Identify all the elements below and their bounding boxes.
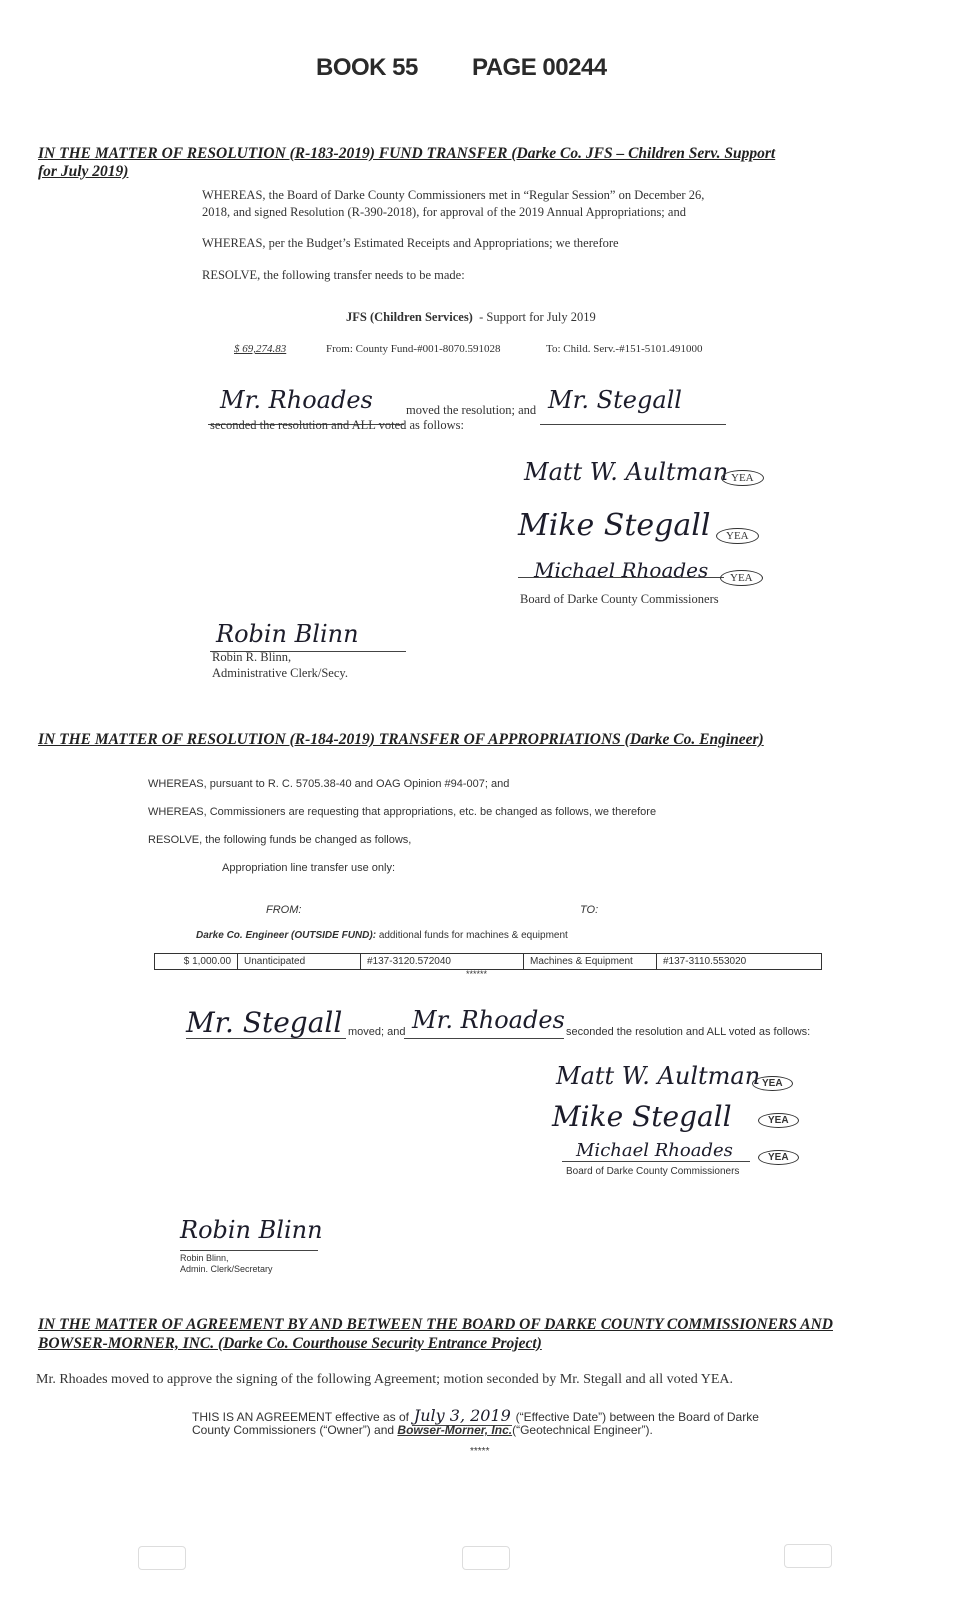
- agreement-engineer-text: (“Geotechnical Engineer”).: [512, 1423, 653, 1437]
- mover-signature-line-2: [186, 1028, 346, 1039]
- from-label: FROM:: [266, 904, 302, 916]
- seconder-signature-2: Mr. Rhoades: [412, 1006, 565, 1034]
- agreement-parties-line: [192, 1423, 653, 1437]
- transfer-from: From: County Fund-#001-8070.591028: [326, 343, 501, 355]
- clerk-signature-2: Robin Blinn: [180, 1216, 323, 1244]
- appropriation-note: Appropriation line transfer use only:: [222, 862, 396, 874]
- board-signature-line-2: [562, 1160, 750, 1162]
- agreement-stars: *****: [470, 1446, 490, 1457]
- yea-vote-4: YEA: [752, 1076, 793, 1091]
- seconded-text-2: seconded the resolution and ALL voted as follows:: [566, 1026, 811, 1038]
- agreement-title-line1: IN THE MATTER OF AGREEMENT BY AND BETWEEN THE BOARD OF DARKE COUNTY COMMISSIONERS AND: [38, 1316, 833, 1333]
- table-row: [155, 954, 822, 970]
- vote-signature-2: Mike Stegall: [518, 508, 711, 543]
- table-cell-source: Unanticipated: [238, 954, 361, 970]
- fund-purpose: additional funds for machines & equipment: [378, 930, 568, 941]
- moved-text-2: moved; and: [348, 1026, 406, 1038]
- jfs-transfer-heading: [346, 310, 596, 325]
- to-label: TO:: [580, 904, 599, 916]
- whereas-commissioners: WHEREAS, Commissioners are requesting that appropriations, etc. be changed as follows, we therefore: [148, 806, 657, 818]
- vote-signature-6: Michael Rhoades: [576, 1140, 733, 1161]
- yea-vote-1: YEA: [721, 470, 764, 486]
- jfs-label: JFS (Children Services): [346, 310, 473, 324]
- table-cell-destination: Machines & Equipment: [524, 954, 657, 970]
- scan-mark-right: [784, 1544, 832, 1568]
- whereas-1a: WHEREAS, the Board of Darke County Commissioners met in “Regular Session” on December 26,: [202, 188, 705, 202]
- scan-mark-center: [462, 1546, 510, 1570]
- agreement-title: [38, 1316, 968, 1353]
- seconded-text: seconded the resolution and ALL voted as follows:: [210, 418, 464, 432]
- resolve-2: RESOLVE, the following funds be changed as follows,: [148, 834, 412, 846]
- table-cell-to-account: #137-3110.553020: [657, 954, 822, 970]
- moved-text: moved the resolution; and: [406, 403, 537, 417]
- transfer-to: To: Child. Serv.-#151-5101.491000: [546, 343, 703, 355]
- page-number: PAGE 00244: [472, 54, 607, 81]
- transfer-table: [154, 953, 822, 970]
- board-label-2: Board of Darke County Commissioners: [566, 1166, 740, 1177]
- scan-mark-left: [138, 1546, 186, 1570]
- clerk-signature-line-2: [180, 1240, 318, 1251]
- fund-name: Darke Co. Engineer (OUTSIDE FUND):: [196, 930, 377, 941]
- agreement-title-line2: BOWSER-MORNER, INC. (Darke Co. Courthouse Security Entrance Project): [38, 1335, 542, 1352]
- separator-stars: ******: [466, 969, 488, 979]
- resolution-183-title: [38, 145, 958, 181]
- transfer-amount: $ 69,274.83: [234, 343, 287, 355]
- mover-signature-2: Mr. Stegall: [186, 1006, 343, 1039]
- yea-vote-3: YEA: [720, 570, 763, 586]
- table-cell-from-account: #137-3120.572040: [361, 954, 524, 970]
- agreement-between-text: (“Effective Date”) between the Board of Darke: [515, 1410, 759, 1424]
- clerk-signature: Robin Blinn: [216, 620, 359, 648]
- agreement-owner-text: County Commissioners (“Owner”) and: [192, 1423, 395, 1437]
- book-number: BOOK 55: [316, 54, 418, 81]
- vote-signature-4: Matt W. Aultman: [556, 1062, 761, 1090]
- mover-signature: Mr. Rhoades: [220, 386, 373, 414]
- clerk-name-2: Robin Blinn,: [180, 1253, 229, 1263]
- clerk-title-2: Admin. Clerk/Secretary: [180, 1264, 273, 1274]
- seconder-signature-line-2: [404, 1028, 564, 1039]
- jfs-support-label: - Support for July 2019: [479, 310, 596, 324]
- effective-date: July 3, 2019: [413, 1406, 511, 1425]
- clerk-name: Robin R. Blinn,: [212, 650, 292, 664]
- resolution-183-title-line1: IN THE MATTER OF RESOLUTION (R-183-2019) FUND TRANSFER (Darke Co. JFS – Children Serv. Support: [38, 145, 776, 162]
- whereas-1b: 2018, and signed Resolution (R-390-2018), for approval of the 2019 Annual Appropriations; and: [202, 205, 686, 219]
- yea-vote-6: YEA: [758, 1150, 799, 1165]
- table-cell-amount: $ 1,000.00: [155, 954, 238, 970]
- seconder-signature: Mr. Stegall: [548, 386, 682, 414]
- vote-signature-1: Matt W. Aultman: [524, 458, 729, 486]
- clerk-title: Administrative Clerk/Secy.: [212, 666, 348, 680]
- agreement-motion: Mr. Rhoades moved to approve the signing of the following Agreement; motion seconded by Mr. Stegall and all voted YEA.: [36, 1372, 734, 1387]
- yea-vote-2: YEA: [716, 528, 759, 544]
- resolution-184-title: IN THE MATTER OF RESOLUTION (R-184-2019) TRANSFER OF APPROPRIATIONS (Darke Co. Engineer): [38, 731, 764, 748]
- resolve-1: RESOLVE, the following transfer needs to be made:: [202, 268, 465, 282]
- whereas-2: WHEREAS, per the Budget’s Estimated Receipts and Appropriations; we therefore: [202, 236, 619, 250]
- resolution-183-title-line2: for July 2019): [38, 163, 129, 180]
- yea-vote-5: YEA: [758, 1113, 799, 1128]
- fund-description: [196, 930, 568, 941]
- vote-signature-3: Michael Rhoades: [534, 558, 709, 582]
- board-label: Board of Darke County Commissioners: [520, 592, 719, 606]
- vote-signature-5: Mike Stegall: [552, 1100, 732, 1133]
- whereas-pursuant: WHEREAS, pursuant to R. C. 5705.38-40 and OAG Opinion #94-007; and: [148, 778, 510, 790]
- engineer-company: Bowser-Morner, Inc.: [397, 1423, 513, 1437]
- agreement-effective-text: THIS IS AN AGREEMENT effective as of: [192, 1410, 409, 1424]
